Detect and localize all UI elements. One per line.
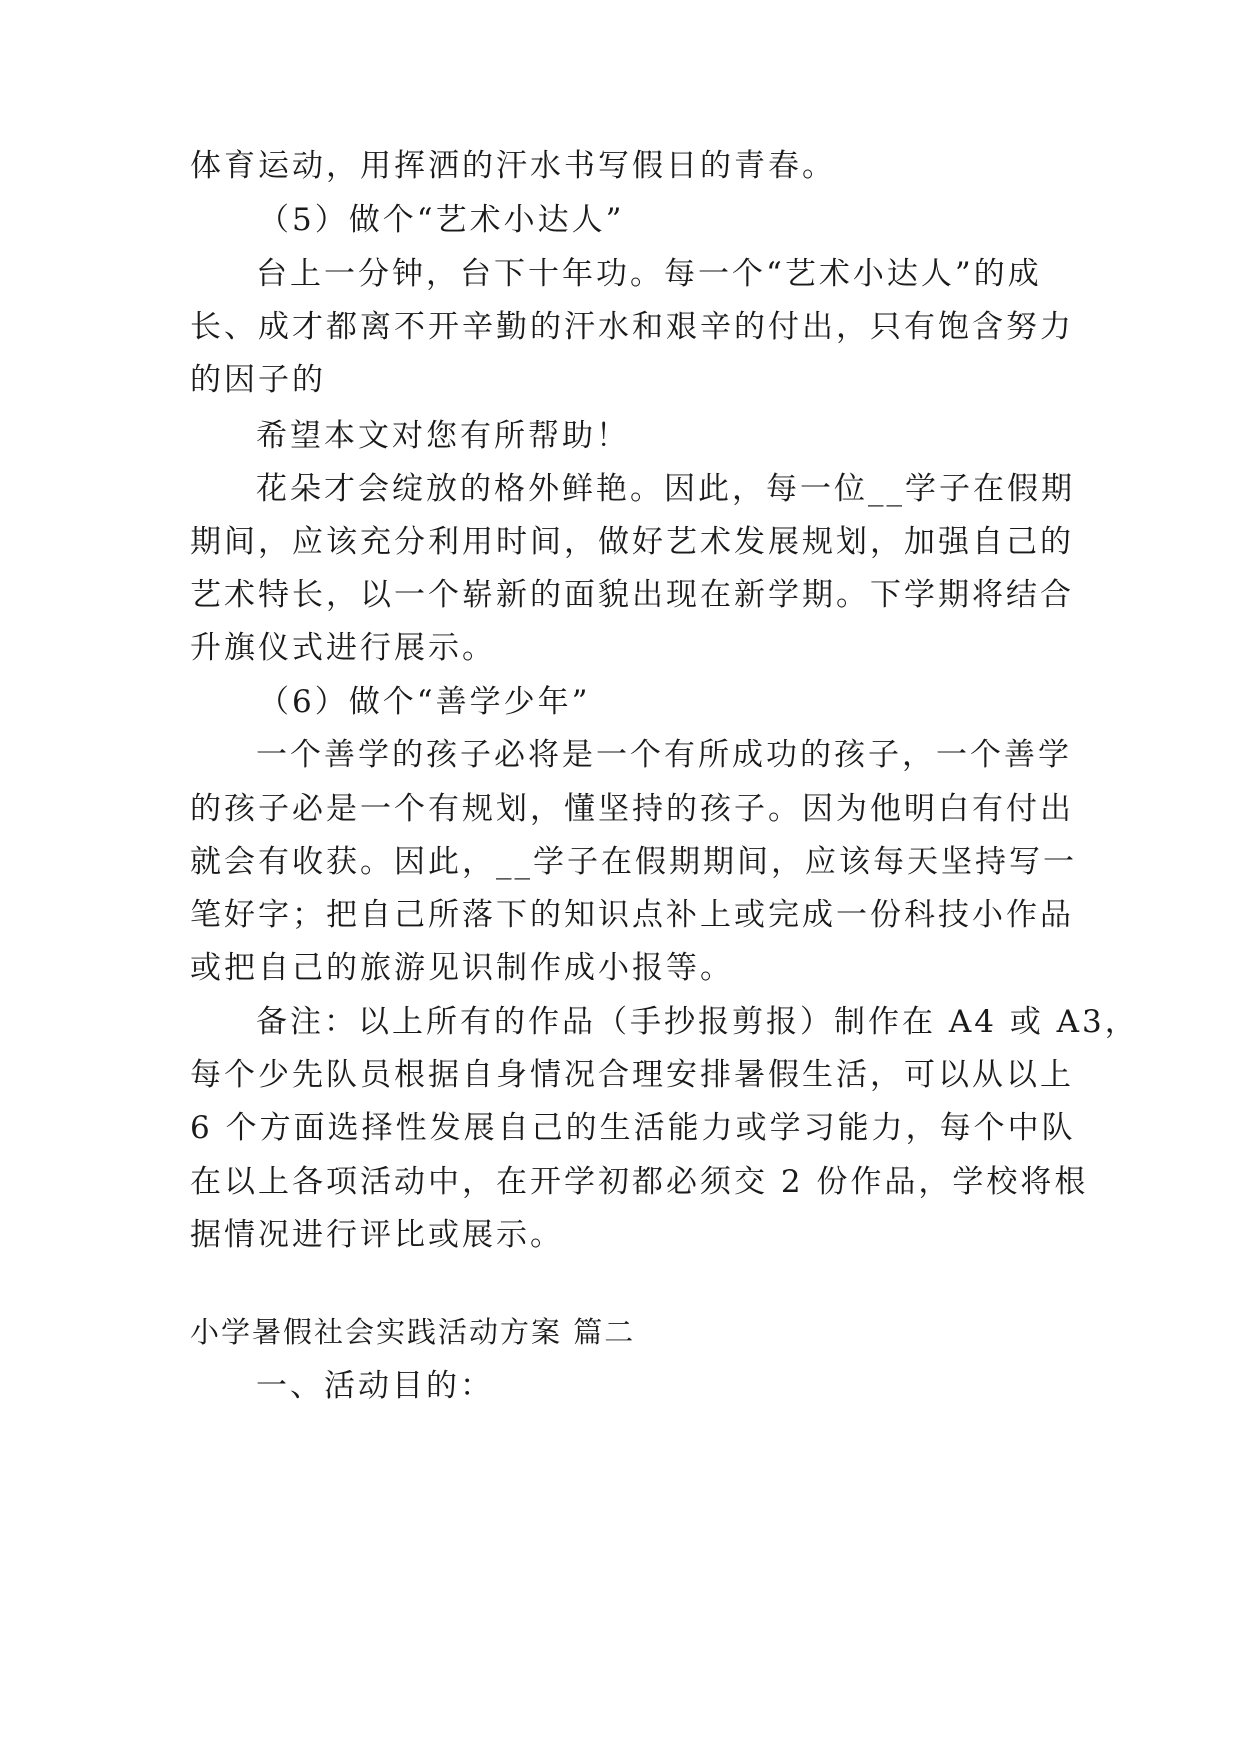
paragraph-line: 在以上各项活动中，在开学初都必须交 2 份作品，学校将根 [190, 1164, 1089, 1200]
paragraph-line: 或把自己的旅游见识制作成小报等。 [190, 950, 734, 986]
paragraph-line: 长、成才都离不开辛勤的汗水和艰辛的付出，只有饱含努力 [190, 309, 1074, 345]
paragraph-line: 的因子的 [190, 362, 326, 398]
paragraph-line: 台上一分钟，台下十年功。每一个“艺术小达人”的成 [256, 256, 1042, 292]
paragraph-line: 希望本文对您有所帮助！ [256, 418, 630, 454]
paragraph-line: 就会有收获。因此，__学子在假期期间，应该每天坚持写一 [190, 844, 1077, 880]
paragraph-line: 升旗仪式进行展示。 [190, 630, 496, 666]
paragraph-line: 据情况进行评比或展示。 [190, 1217, 564, 1253]
paragraph-line: 6 个方面选择性发展自己的生活能力或学习能力，每个中队 [190, 1110, 1076, 1146]
paragraph-line: 每个少先队员根据自身情况合理安排暑假生活，可以从以上 [190, 1057, 1074, 1093]
paragraph-line: 的孩子必是一个有规划，懂坚持的孩子。因为他明白有付出 [190, 791, 1074, 827]
subheading-study: （6）做个“善学少年” [258, 684, 591, 720]
paragraph-line: 花朵才会绽放的格外鲜艳。因此，每一位__学子在假期 [256, 471, 1075, 507]
paragraph-line: 备注：以上所有的作品（手抄报剪报）制作在 A4 或 A3， [256, 1004, 1139, 1040]
paragraph-line: 体育运动，用挥洒的汗水书写假日的青春。 [190, 148, 836, 184]
section-title: 小学暑假社会实践活动方案 篇二 [190, 1315, 636, 1349]
paragraph-line: 一个善学的孩子必将是一个有所成功的孩子，一个善学 [256, 737, 1072, 773]
paragraph-line: 艺术特长，以一个崭新的面貌出现在新学期。下学期将结合 [190, 577, 1074, 613]
paragraph-line: 笔好字；把自己所落下的知识点补上或完成一份科技小作品 [190, 897, 1074, 933]
section-subheading: 一、活动目的： [256, 1368, 494, 1404]
paragraph-line: 期间，应该充分利用时间，做好艺术发展规划，加强自己的 [190, 524, 1074, 560]
subheading-art: （5）做个“艺术小达人” [258, 202, 625, 238]
